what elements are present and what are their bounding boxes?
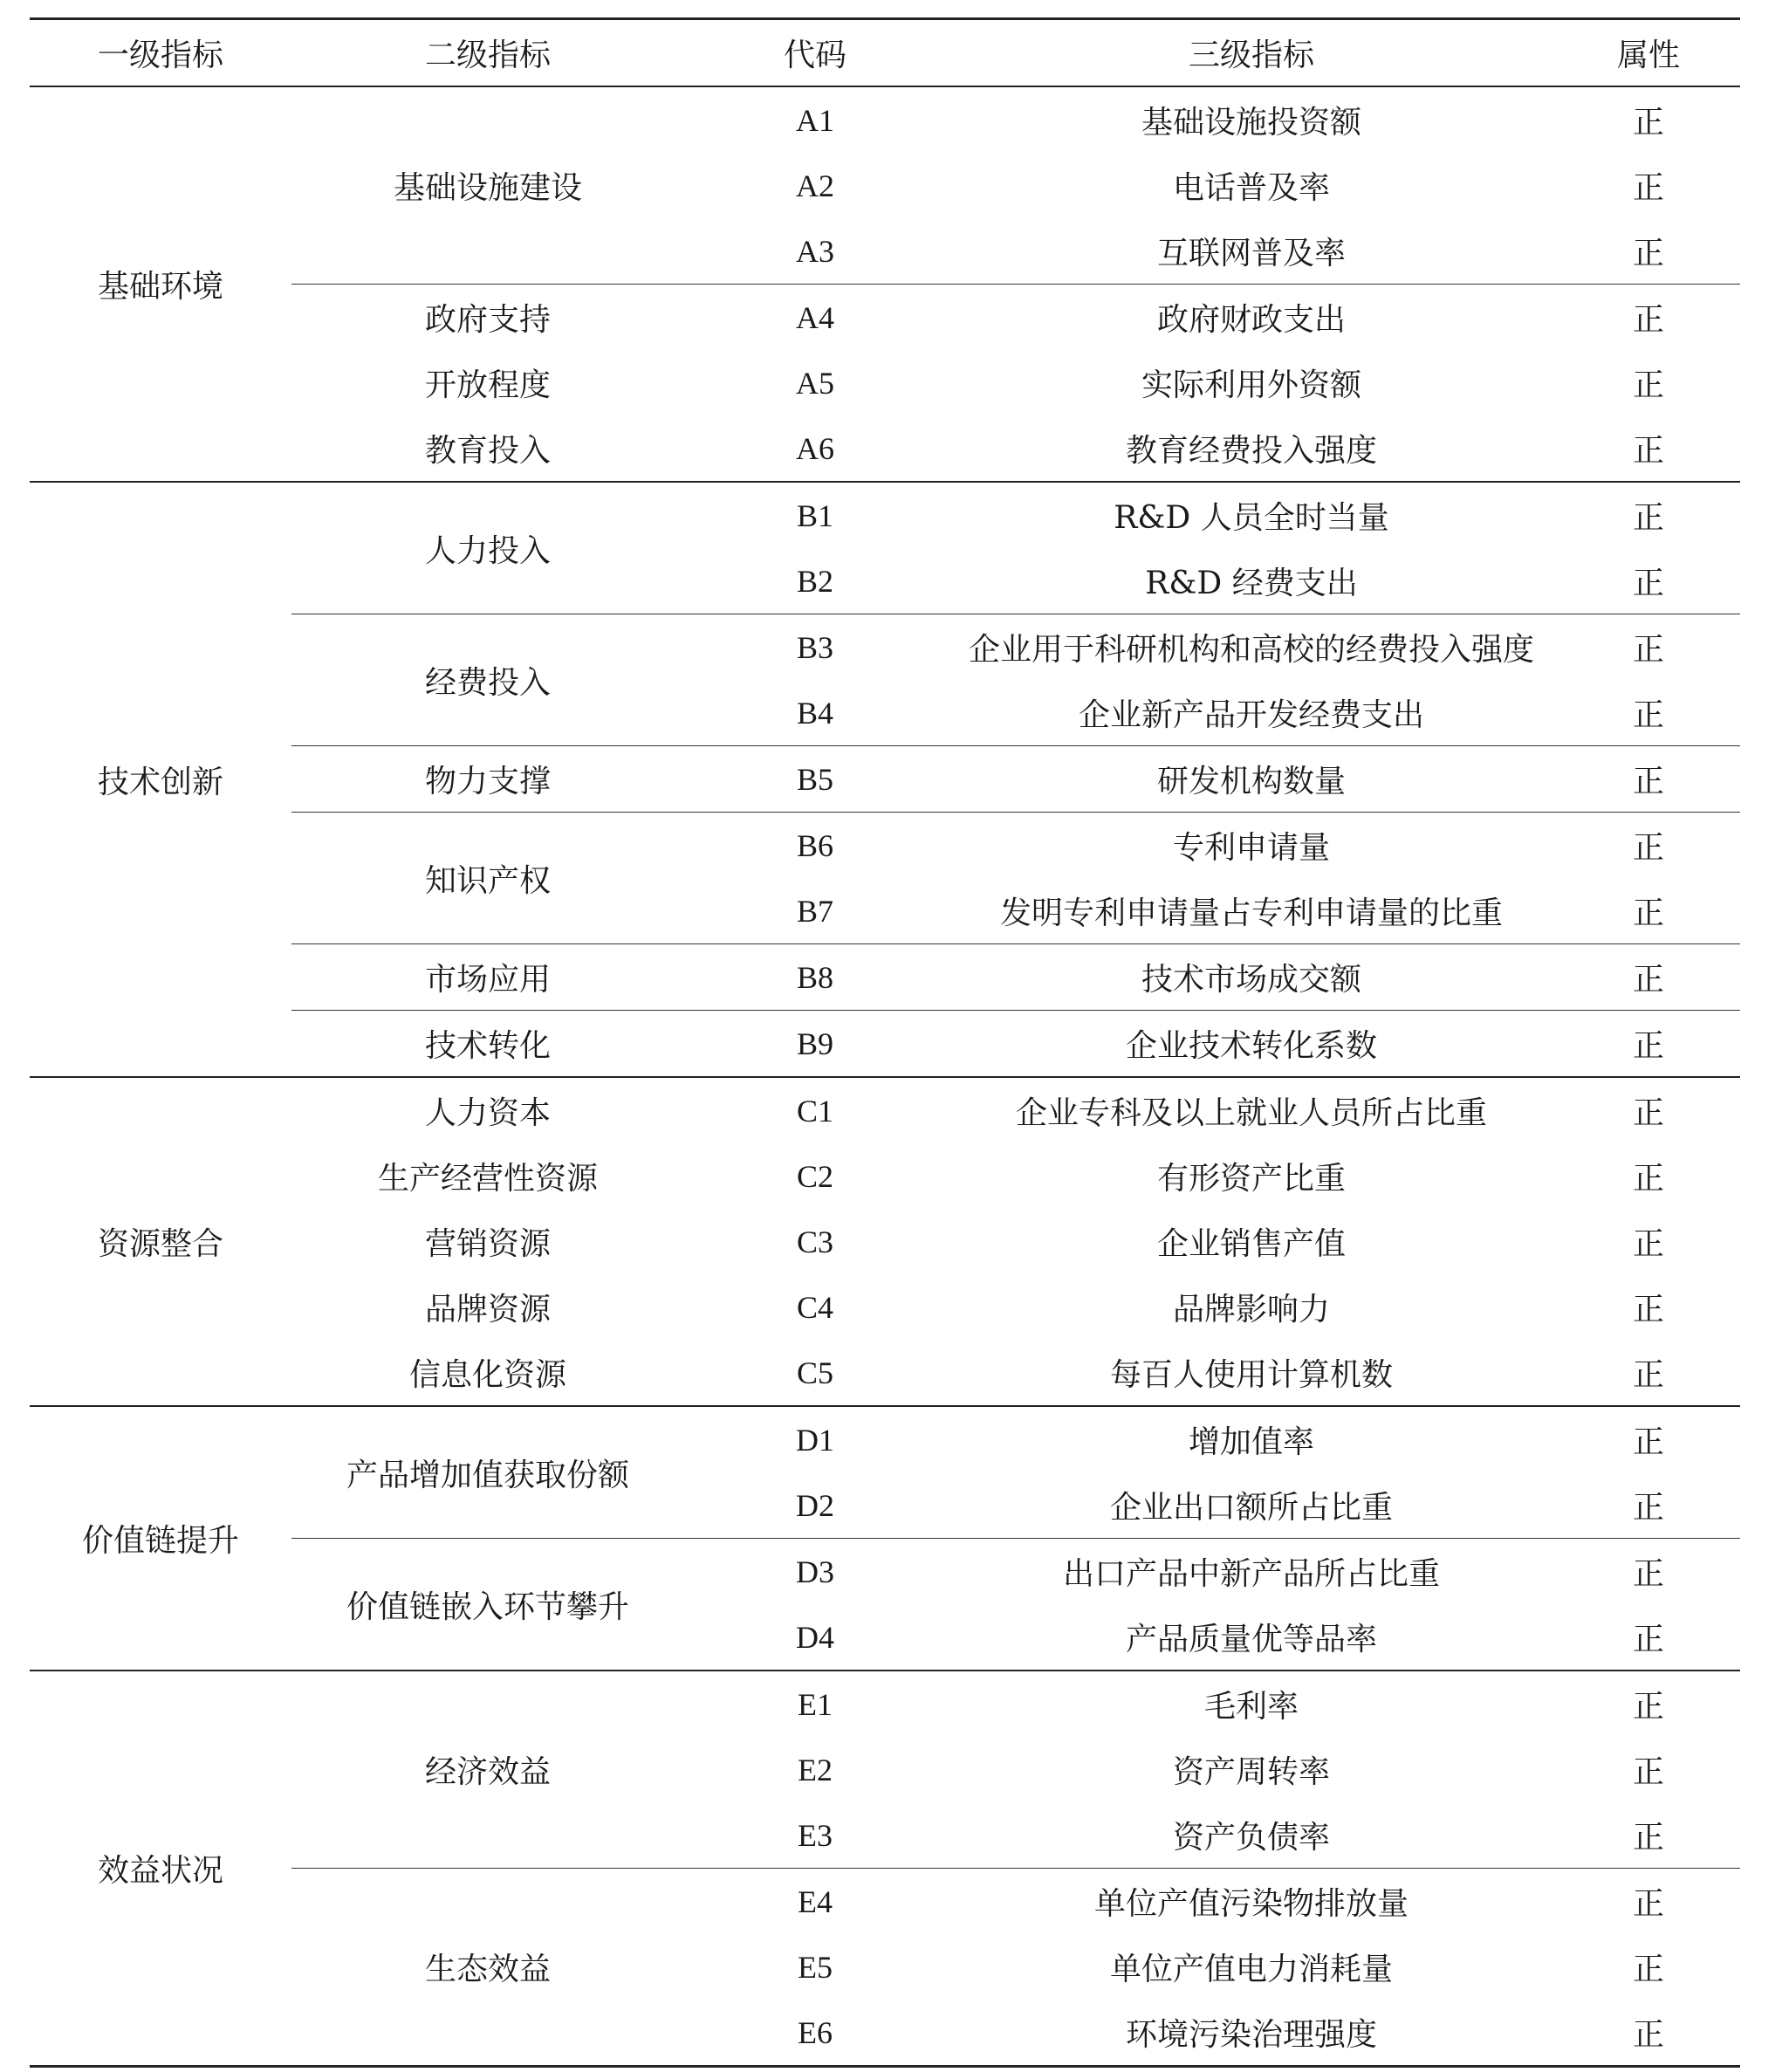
code-cell: C4 bbox=[796, 1289, 833, 1325]
level3-cell: 资产周转率 bbox=[1172, 1754, 1330, 1790]
level2-cell: 品牌资源 bbox=[424, 1292, 551, 1328]
attribute-cell: 正 bbox=[1557, 944, 1740, 1011]
attribute-cell: 正 bbox=[1632, 1490, 1664, 1526]
table-row bbox=[30, 1077, 1740, 1143]
code-cell: E4 bbox=[684, 1869, 946, 1935]
attribute-cell: 正 bbox=[1632, 1952, 1664, 1987]
attribute-cell: 正 bbox=[1632, 236, 1664, 271]
header-code: 代码 bbox=[684, 19, 946, 87]
attribute-cell: 正 bbox=[1632, 170, 1664, 206]
attribute-cell: 正 bbox=[1632, 895, 1664, 931]
attribute-cell: 正 bbox=[1632, 433, 1664, 469]
level3-cell: 环境污染治理强度 bbox=[1125, 2017, 1377, 2053]
table-row bbox=[30, 1671, 1740, 1737]
attribute-cell: 正 bbox=[1632, 1357, 1664, 1393]
attribute-cell: 正 bbox=[1557, 1671, 1740, 1737]
level2-cell: 信息化资源 bbox=[408, 1357, 566, 1393]
code-cell: A4 bbox=[684, 285, 946, 351]
level3-cell: 单位产值污染物排放量 bbox=[946, 1869, 1557, 1935]
attribute-cell: 正 bbox=[1632, 1226, 1664, 1262]
code-cell: D1 bbox=[684, 1406, 946, 1472]
code-cell: B6 bbox=[684, 813, 946, 879]
code-cell: C1 bbox=[684, 1077, 946, 1143]
code-cell: A1 bbox=[796, 102, 834, 138]
code-cell: A2 bbox=[796, 168, 834, 203]
level2-cell: 教育投入 bbox=[424, 433, 551, 469]
level3-cell: R&D 人员全时当量 bbox=[946, 482, 1557, 548]
attribute-cell: 正 bbox=[1557, 1011, 1740, 1078]
level3-cell: 每百人使用计算机数 bbox=[1109, 1357, 1393, 1393]
level3-cell: 出口产品中新产品所占比重 bbox=[946, 1539, 1557, 1605]
code-cell: B1 bbox=[684, 482, 946, 548]
level3-cell: 企业专科及以上就业人员所占比重 bbox=[946, 1077, 1557, 1143]
indicator-table bbox=[30, 17, 1740, 2068]
level3-cell: 发明专利申请量占专利申请量的比重 bbox=[999, 895, 1503, 931]
attribute-cell: 正 bbox=[1632, 1754, 1664, 1790]
code-cell: E2 bbox=[798, 1752, 833, 1787]
code-cell: B4 bbox=[796, 695, 833, 731]
level2-cell: 人力投入 bbox=[291, 482, 684, 614]
code-cell: D4 bbox=[796, 1619, 834, 1655]
header-level1: 一级指标 bbox=[30, 19, 291, 87]
attribute-cell: 正 bbox=[1632, 1622, 1664, 1657]
attribute-cell: 正 bbox=[1557, 1077, 1740, 1143]
header-level3: 三级指标 bbox=[946, 19, 1557, 87]
level3-cell: 企业销售产值 bbox=[1156, 1226, 1346, 1262]
code-cell: E5 bbox=[798, 1949, 833, 1985]
code-cell: B5 bbox=[684, 746, 946, 813]
level2-cell: 生态效益 bbox=[291, 1869, 684, 2067]
table-header bbox=[30, 19, 1740, 87]
header-level2: 二级指标 bbox=[291, 19, 684, 87]
level2-cell: 经济效益 bbox=[291, 1671, 684, 1869]
level2-cell: 技术转化 bbox=[291, 1011, 684, 1078]
level3-cell: 资产负债率 bbox=[1172, 1820, 1330, 1856]
table-row bbox=[30, 482, 1740, 548]
level3-cell: 教育经费投入强度 bbox=[1125, 433, 1377, 469]
code-cell: E1 bbox=[684, 1671, 946, 1737]
level3-cell: 毛利率 bbox=[946, 1671, 1557, 1737]
code-cell: B2 bbox=[796, 563, 833, 599]
code-cell: D3 bbox=[684, 1539, 946, 1605]
level1-cell: 价值链提升 bbox=[30, 1406, 291, 1671]
attribute-cell: 正 bbox=[1632, 566, 1664, 601]
table-body bbox=[30, 86, 1740, 2067]
level3-cell: 品牌影响力 bbox=[1172, 1292, 1330, 1328]
attribute-cell: 正 bbox=[1557, 1869, 1740, 1935]
code-cell: A5 bbox=[796, 365, 834, 401]
level1-cell: 技术创新 bbox=[30, 482, 291, 1077]
code-cell: A6 bbox=[796, 430, 834, 466]
level3-cell: 企业新产品开发经费支出 bbox=[1078, 697, 1424, 733]
code-cell: B9 bbox=[684, 1011, 946, 1078]
level3-cell: 电话普及率 bbox=[1172, 170, 1330, 206]
code-cell: D2 bbox=[796, 1487, 834, 1523]
level1-cell: 基础环境 bbox=[97, 269, 223, 305]
level3-cell: 互联网普及率 bbox=[1156, 236, 1346, 271]
level3-cell: 实际利用外资额 bbox=[1141, 367, 1361, 403]
level3-cell: 有形资产比重 bbox=[1156, 1161, 1346, 1197]
level3-cell: 企业出口额所占比重 bbox=[1109, 1490, 1393, 1526]
attribute-cell: 正 bbox=[1557, 746, 1740, 813]
attribute-cell: 正 bbox=[1557, 813, 1740, 879]
level3-cell: 基础设施投资额 bbox=[1141, 105, 1361, 141]
level2-cell: 基础设施建设 bbox=[393, 170, 582, 206]
level3-cell: 专利申请量 bbox=[946, 813, 1557, 879]
header-attribute: 属性 bbox=[1557, 19, 1740, 87]
attribute-cell: 正 bbox=[1632, 1820, 1664, 1856]
code-cell: C3 bbox=[796, 1224, 833, 1259]
attribute-cell: 正 bbox=[1557, 285, 1740, 351]
attribute-cell: 正 bbox=[1632, 1161, 1664, 1197]
code-cell: C5 bbox=[796, 1355, 833, 1390]
attribute-cell: 正 bbox=[1632, 105, 1664, 141]
level3-cell: 增加值率 bbox=[946, 1406, 1557, 1472]
level2-cell: 生产经营性资源 bbox=[377, 1161, 598, 1197]
code-cell: E6 bbox=[798, 2014, 833, 2050]
code-cell: A3 bbox=[796, 233, 834, 269]
level1-cell: 效益状况 bbox=[30, 1671, 291, 2067]
attribute-cell: 正 bbox=[1557, 482, 1740, 548]
level2-cell: 市场应用 bbox=[291, 944, 684, 1011]
attribute-cell: 正 bbox=[1632, 697, 1664, 733]
attribute-cell: 正 bbox=[1557, 1406, 1740, 1472]
code-cell: C2 bbox=[796, 1158, 833, 1194]
attribute-cell: 正 bbox=[1632, 367, 1664, 403]
level2-cell: 营销资源 bbox=[424, 1226, 551, 1262]
level2-cell: 产品增加值获取份额 bbox=[291, 1406, 684, 1539]
level3-cell: 产品质量优等品率 bbox=[1125, 1622, 1377, 1657]
code-cell: E3 bbox=[798, 1817, 833, 1853]
header-row bbox=[30, 19, 1740, 87]
level3-cell: 技术市场成交额 bbox=[946, 944, 1557, 1011]
level3-cell: R&D 经费支出 bbox=[1145, 566, 1358, 601]
level2-cell: 人力资本 bbox=[291, 1077, 684, 1143]
level2-cell: 物力支撑 bbox=[291, 746, 684, 813]
code-cell: B3 bbox=[684, 614, 946, 681]
level3-cell: 企业技术转化系数 bbox=[946, 1011, 1557, 1078]
code-cell: B8 bbox=[684, 944, 946, 1011]
level3-cell: 企业用于科研机构和高校的经费投入强度 bbox=[946, 614, 1557, 681]
level3-cell: 政府财政支出 bbox=[946, 285, 1557, 351]
level2-cell: 政府支持 bbox=[291, 285, 684, 351]
level2-cell: 开放程度 bbox=[424, 367, 551, 403]
attribute-cell: 正 bbox=[1632, 2017, 1664, 2053]
level2-cell: 知识产权 bbox=[291, 813, 684, 944]
code-cell: B7 bbox=[796, 893, 833, 929]
table-row bbox=[30, 1406, 1740, 1472]
level1-cell: 资源整合 bbox=[30, 1077, 291, 1406]
attribute-cell: 正 bbox=[1632, 1292, 1664, 1328]
table-row bbox=[30, 86, 1740, 153]
attribute-cell: 正 bbox=[1557, 1539, 1740, 1605]
level3-cell: 单位产值电力消耗量 bbox=[1109, 1952, 1393, 1987]
attribute-cell: 正 bbox=[1557, 614, 1740, 681]
level2-cell: 价值链嵌入环节攀升 bbox=[291, 1539, 684, 1671]
level3-cell: 研发机构数量 bbox=[946, 746, 1557, 813]
level2-cell: 经费投入 bbox=[291, 614, 684, 746]
